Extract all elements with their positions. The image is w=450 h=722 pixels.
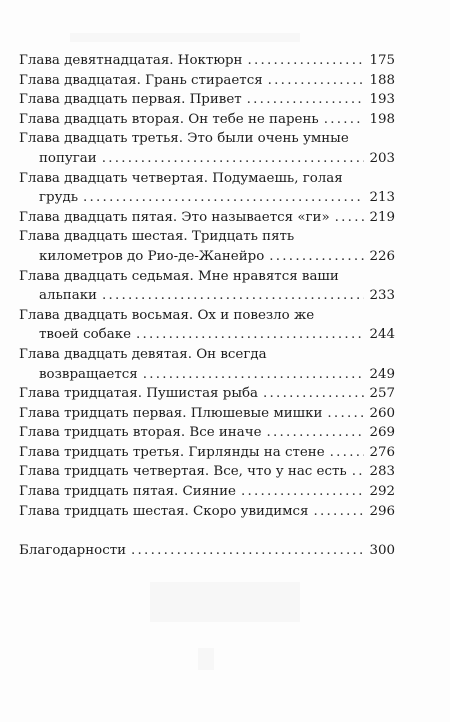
toc-entry-ch22: [19, 110, 395, 130]
toc-entry-page: 198: [369, 111, 395, 127]
dot-leader: [247, 51, 364, 71]
toc-entry-title: Глава двадцать пятая. Это называется «ги»: [19, 209, 330, 225]
toc-entry-title-line2: километров до Рио-де-Жанейро: [39, 248, 265, 264]
toc-entry-title-line2: возвращается: [39, 366, 138, 382]
toc-entry-title: Глава двадцать вторая. Он тебе не парень: [19, 111, 319, 127]
toc-entry-title: Глава девятнадцатая. Ноктюрн: [19, 53, 243, 68]
toc-entry-page: 188: [369, 72, 395, 88]
dot-leader: [136, 325, 364, 345]
toc-entry-title: Глава тридцать шестая. Скоро увидимся: [19, 503, 309, 519]
toc-entry-page: 193: [369, 92, 395, 108]
dot-leader: [102, 149, 365, 169]
toc-entry-ch36: [19, 502, 395, 522]
toc-entry-ch23: [19, 129, 395, 168]
toc-entry-title: Глава тридцать четвертая. Все, что у нас есть: [19, 464, 347, 480]
toc-entry-page: 249: [369, 366, 395, 382]
show-through-mark: [198, 648, 214, 670]
toc-entry-ch31: [19, 404, 395, 424]
toc-entry-page: 244: [369, 327, 395, 343]
dot-leader: [335, 208, 365, 228]
toc-entry-ch27: [19, 267, 395, 306]
toc-entry-title: Глава тридцать пятая. Сияние: [19, 484, 236, 500]
toc-entry-title: Глава тридцать первая. Плюшевые мишки: [19, 405, 323, 421]
dot-leader: [241, 482, 364, 502]
toc-entry-ch32: [19, 423, 395, 443]
toc-entry-page: 300: [369, 543, 395, 559]
toc-entry-title-line1: Глава двадцать третья. Это были очень умные: [19, 131, 349, 147]
dot-leader: [131, 541, 364, 561]
dot-leader: [352, 462, 365, 482]
dot-leader: [269, 247, 364, 267]
toc-entry-ch30: [19, 384, 395, 404]
dot-leader: [267, 423, 365, 443]
toc-entry-title: Глава тридцать вторая. Все иначе: [19, 425, 262, 441]
dot-leader: [102, 286, 364, 306]
toc-entry-page: 219: [369, 209, 395, 225]
toc-entry-ch33: [19, 443, 395, 463]
toc-entry-title-line1: Глава двадцать восьмая. Ох и повезло же: [19, 307, 315, 323]
toc-entry-title-line1: Глава двадцать девятая. Он всегда: [19, 346, 267, 362]
dot-leader: [263, 384, 364, 404]
toc-entry-ch28: [19, 306, 395, 345]
dot-leader: [314, 502, 365, 522]
toc-entry-page: 233: [369, 288, 395, 304]
show-through-mark: [150, 582, 300, 622]
dot-leader: [247, 90, 365, 110]
toc-entry-page: 296: [369, 503, 395, 519]
toc-entry-ch35: [19, 482, 395, 502]
toc-entry-title-line1: Глава двадцать шестая. Тридцать пять: [19, 229, 295, 245]
toc-entry-page: 213: [369, 190, 395, 206]
toc-entry-title-line2: твоей собаке: [39, 327, 132, 343]
toc-entry-ch19: [19, 51, 395, 71]
toc-entry-ch24: [19, 169, 395, 208]
dot-leader: [143, 365, 365, 385]
toc-entry-title-line2: попугаи: [39, 150, 97, 166]
toc-entry-page: 226: [369, 248, 395, 264]
toc-entry-page: 203: [369, 150, 395, 166]
table-of-contents: [19, 51, 395, 561]
toc-entry-ch34: [19, 462, 395, 482]
toc-entry-page: 283: [369, 464, 395, 480]
toc-entry-title-line1: Глава двадцать четвертая. Подумаешь, голая: [19, 170, 343, 186]
show-through-mark: [70, 33, 300, 42]
dot-leader: [268, 71, 365, 91]
toc-entry-ch26: [19, 227, 395, 266]
toc-entry-page: 269: [369, 425, 395, 441]
toc-entry-title-line2: грудь: [39, 190, 79, 206]
toc-entry-page: 276: [369, 444, 395, 460]
toc-entry-title: Глава тридцать третья. Гирлянды на стене: [19, 444, 325, 460]
toc-entry-title: Благодарности: [19, 543, 127, 559]
dot-leader: [83, 188, 364, 208]
toc-entry-ch25: [19, 208, 395, 228]
toc-entry-ch21: [19, 90, 395, 110]
dot-leader: [327, 404, 364, 424]
dot-leader: [330, 443, 365, 463]
toc-entry-page: 260: [369, 405, 395, 421]
dot-leader: [324, 110, 365, 130]
toc-entry-title-line1: Глава двадцать седьмая. Мне нравятся ваши: [19, 268, 339, 284]
toc-entry-page: 292: [369, 484, 395, 500]
toc-entry-ch20: [19, 71, 395, 91]
toc-entry-title: Глава двадцать первая. Привет: [19, 92, 242, 108]
section-gap: [19, 521, 395, 541]
toc-entry-page: 257: [369, 386, 395, 402]
toc-entry-acknowledgements: [19, 541, 395, 561]
toc-entry-title: Глава двадцатая. Грань стирается: [19, 72, 263, 88]
toc-entry-ch29: [19, 345, 395, 384]
toc-entry-title-line2: альпаки: [39, 288, 97, 304]
toc-entry-title: Глава тридцатая. Пушистая рыба: [19, 386, 259, 402]
toc-entry-page: 175: [369, 53, 395, 68]
